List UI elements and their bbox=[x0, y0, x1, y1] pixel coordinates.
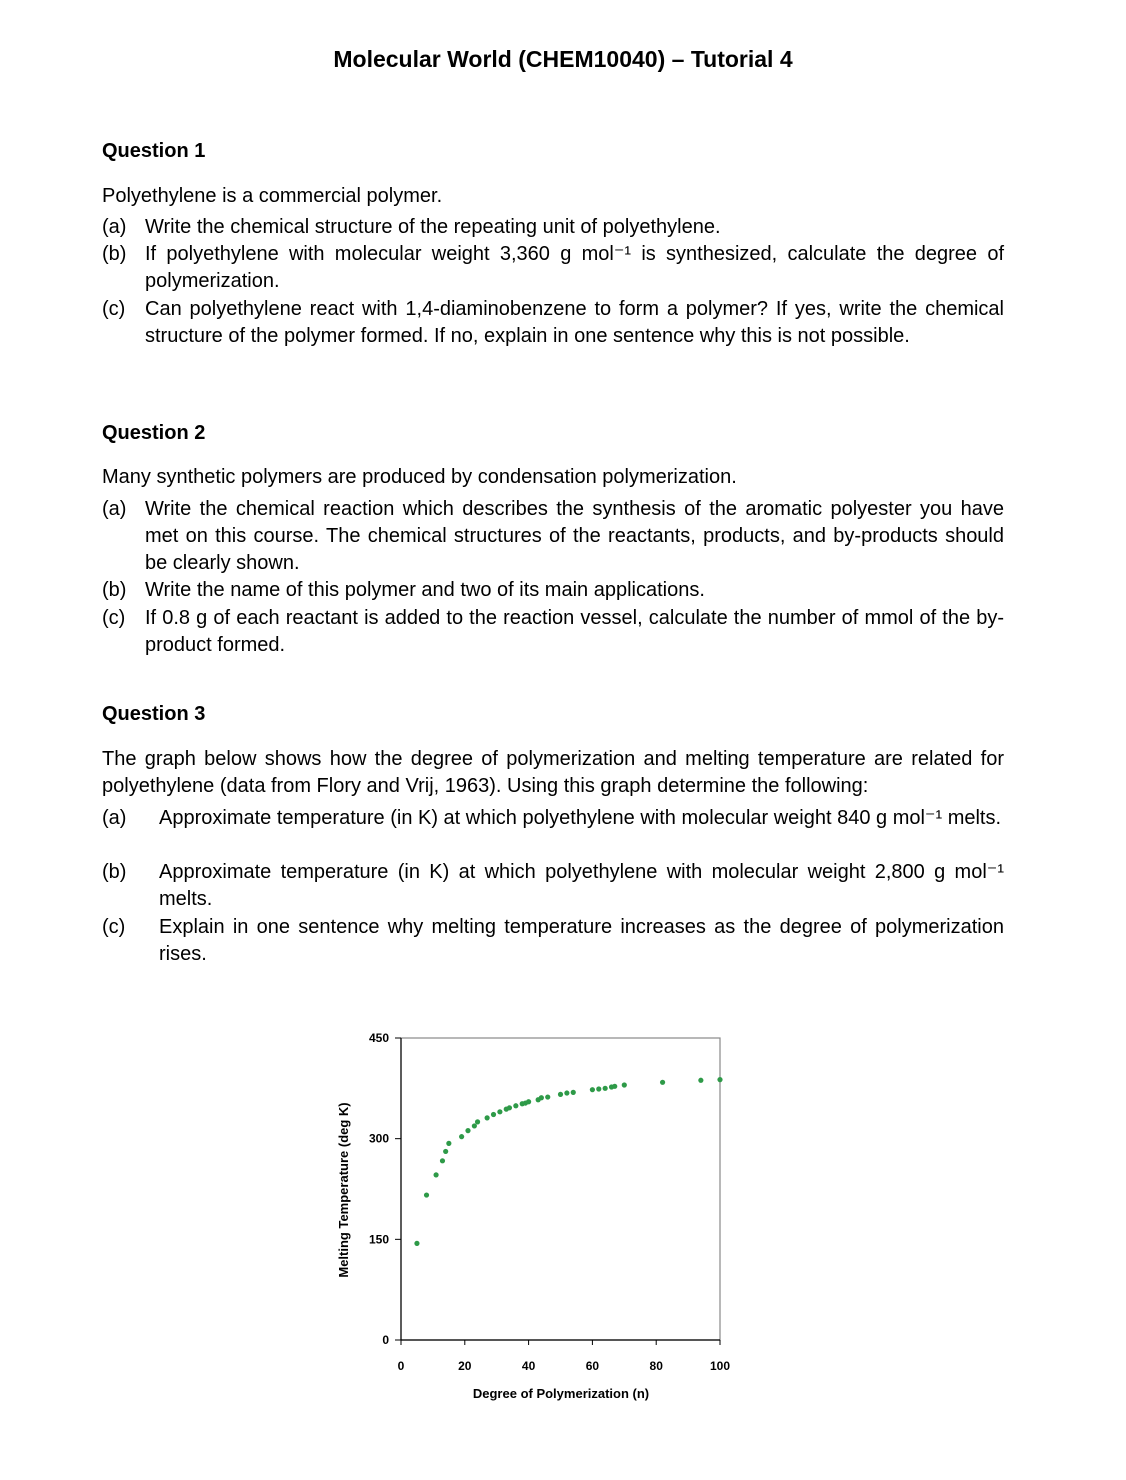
item-text: Write the name of this polymer and two of its main applications. bbox=[145, 579, 705, 601]
data-point bbox=[491, 1112, 496, 1117]
item-text: Approximate temperature (in K) at which polyethylene with molecular weight 2,800 g mol⁻¹ melts. bbox=[159, 861, 1004, 910]
item-text: Write the chemical reaction which describes the synthesis of the aromatic polyester you have met on this course. The chemical structures of the reactants, products, and by-products should be clearly shown. bbox=[145, 498, 1004, 574]
x-tick-label: 60 bbox=[585, 1359, 600, 1373]
x-tick-label: 20 bbox=[458, 1359, 472, 1373]
item-text: Approximate temperature (in K) at which polyethylene with molecular weight 840 g mol⁻¹ melts. bbox=[159, 807, 1002, 829]
item-text: Write the chemical structure of the repeating unit of polyethylene. bbox=[145, 216, 721, 238]
item-label: (a) bbox=[102, 498, 127, 520]
data-point bbox=[433, 1172, 438, 1177]
question-2-intro: Many synthetic polymers are produced by condensation polymerization. bbox=[102, 466, 737, 488]
plot-frame bbox=[401, 1038, 720, 1340]
x-tick-label: 80 bbox=[649, 1359, 663, 1373]
item-label: (b) bbox=[102, 243, 127, 265]
question-3-intro: The graph below shows how the degree of polymerization and melting temperature are related for polyethylene (data from Flory and Vrij, 1963). Using this graph determine the following: bbox=[102, 748, 1004, 797]
data-point bbox=[513, 1103, 518, 1108]
item-label: (b) bbox=[102, 579, 127, 601]
question-1-intro: Polyethylene is a commercial polymer. bbox=[102, 185, 443, 207]
x-tick-label: 100 bbox=[709, 1359, 731, 1373]
data-point bbox=[440, 1158, 445, 1163]
data-point bbox=[414, 1241, 419, 1246]
item-text: If 0.8 g of each reactant is added to the reaction vessel, calculate the number of mmol of the by-product formed. bbox=[145, 607, 1004, 656]
x-tick-label: 0 bbox=[397, 1359, 405, 1373]
item-text: Can polyethylene react with 1,4-diaminobenzene to form a polymer? If yes, write the chemical structure of the polymer formed. If no, explain in one sentence why this is not possible. bbox=[145, 298, 1004, 347]
data-point bbox=[485, 1115, 490, 1120]
data-point bbox=[612, 1084, 617, 1089]
data-point bbox=[446, 1141, 451, 1146]
data-point bbox=[622, 1082, 627, 1087]
data-point bbox=[603, 1086, 608, 1091]
x-tick-label: 40 bbox=[521, 1359, 536, 1373]
question-3-heading: Question 3 bbox=[102, 703, 206, 725]
item-label: (a) bbox=[102, 807, 127, 829]
data-point bbox=[660, 1080, 665, 1085]
data-point bbox=[564, 1090, 569, 1095]
item-label: (b) bbox=[102, 861, 127, 883]
y-axis-title: Melting Temperature (deg K) bbox=[336, 1102, 351, 1278]
item-text: Explain in one sentence why melting temperature increases as the degree of polymerization rises. bbox=[159, 916, 1004, 965]
data-point bbox=[459, 1134, 464, 1139]
data-point bbox=[596, 1086, 601, 1091]
data-point bbox=[465, 1128, 470, 1133]
data-point bbox=[507, 1105, 512, 1110]
data-point bbox=[539, 1095, 544, 1100]
data-point bbox=[558, 1092, 563, 1097]
item-text: If polyethylene with molecular weight 3,360 g mol⁻¹ is synthesized, calculate the degree of polymerization. bbox=[145, 243, 1004, 292]
data-point bbox=[526, 1099, 531, 1104]
question-2-heading: Question 2 bbox=[102, 422, 206, 444]
data-point bbox=[443, 1149, 448, 1154]
y-tick-label: 450 bbox=[368, 1031, 389, 1045]
item-label: (c) bbox=[102, 298, 126, 320]
y-tick-label: 300 bbox=[368, 1131, 389, 1146]
data-point bbox=[571, 1090, 576, 1095]
data-point bbox=[717, 1077, 722, 1082]
page-title: Molecular World (CHEM10040) – Tutorial 4 bbox=[333, 46, 793, 72]
item-label: (c) bbox=[102, 916, 126, 938]
data-point bbox=[545, 1094, 550, 1099]
data-point bbox=[698, 1078, 703, 1083]
y-tick-label: 150 bbox=[368, 1232, 389, 1247]
data-point bbox=[590, 1087, 595, 1092]
item-label: (a) bbox=[102, 216, 127, 238]
data-point bbox=[497, 1109, 502, 1114]
data-point bbox=[424, 1192, 429, 1197]
item-label: (c) bbox=[102, 607, 126, 629]
question-1-heading: Question 1 bbox=[102, 140, 206, 162]
data-point bbox=[475, 1119, 480, 1124]
x-axis-title: Degree of Polymerization (n) bbox=[472, 1386, 650, 1401]
y-tick-label: 0 bbox=[382, 1333, 389, 1347]
